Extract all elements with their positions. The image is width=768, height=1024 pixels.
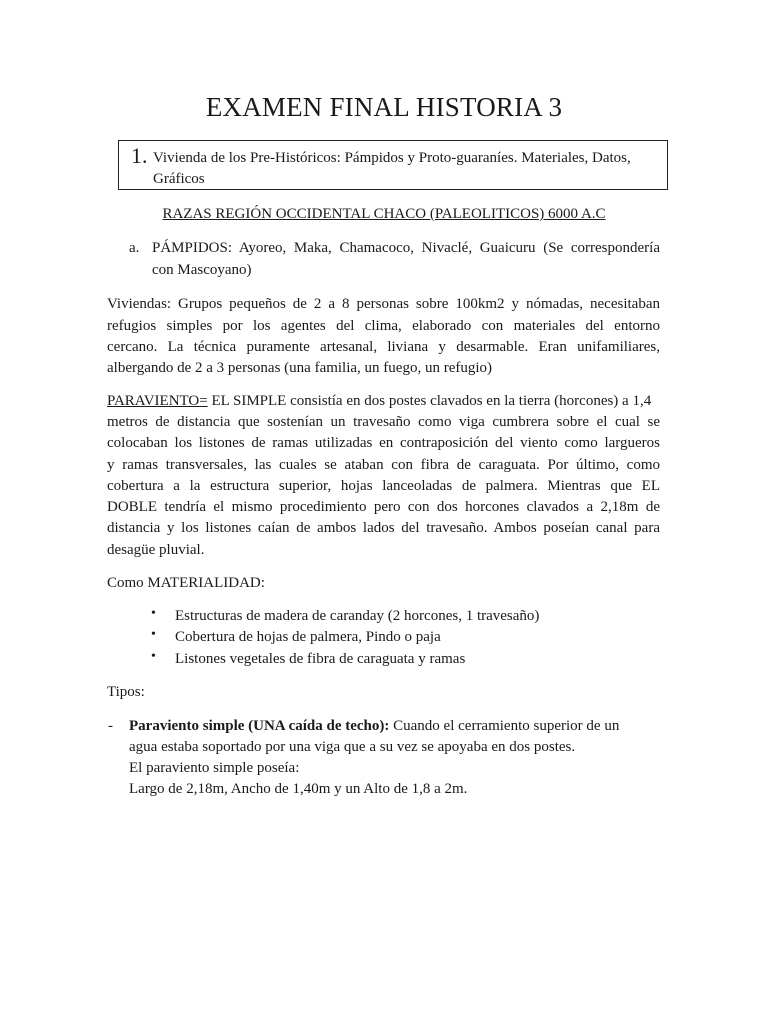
materialidad-item: Listones vegetales de fibra de caraguata y ramas <box>175 651 466 667</box>
paraviento-line-4: y ramas transversales, las cuales se ataban con fibra de caraguata. Por último, como <box>107 457 660 473</box>
paraviento-line-8: desagüe pluvial. <box>107 542 205 558</box>
tipos-line-3: El paraviento simple poseía: <box>129 760 300 776</box>
paraviento-line-1 <box>107 391 660 411</box>
viviendas-line-1: Viviendas: Grupos pequeños de 2 a 8 personas sobre 100km2 y nómadas, necesitaban <box>107 296 660 312</box>
question-box <box>118 140 668 190</box>
bullet-icon: • <box>151 627 156 642</box>
paraviento-line-2: metros de distancia que sostenían un travesaño como viga cumbrera sobre el cual se <box>107 414 660 430</box>
viviendas-line-2: refugios simples por los agentes del clima, elaborado con materiales del entorno <box>107 318 660 334</box>
paraviento-first-line-text: EL SIMPLE consistía en dos postes clavados en la tierra (horcones) a 1,4 <box>207 393 652 409</box>
tipos-heading: Tipos: <box>107 684 145 700</box>
tipos-line-4: Largo de 2,18m, Ancho de 1,40m y un Alto de 1,8 a 2m. <box>129 781 468 797</box>
tipos-bold-label: Paraviento simple (UNA caída de techo): <box>129 718 390 734</box>
viviendas-line-3: cercano. La técnica puramente artesanal, liviana y desarmable. Eran unifamiliares, <box>107 339 660 355</box>
paraviento-line-7: distancia y los listones caían de ambos lados del travesaño. Ambos poseían canal para <box>107 520 660 536</box>
bullet-icon: • <box>151 649 156 664</box>
paraviento-line-6: DOBLE tendría el mismo procedimiento pero con dos horcones clavados a 2,18m de <box>107 499 660 515</box>
question-text-line-2: Gráficos <box>153 171 205 187</box>
tipos-line-2: agua estaba soportado por una viga que a su vez se apoyaba en dos postes. <box>129 739 576 755</box>
tipos-line-1 <box>129 716 660 736</box>
item-a-line-1: PÁMPIDOS: Ayoreo, Maka, Chamacoco, Nivaclé, Guaicuru (Se correspondería <box>152 240 660 256</box>
question-number: 1. <box>131 143 148 168</box>
document-title: EXAMEN FINAL HISTORIA 3 <box>205 92 563 122</box>
paraviento-line-3: colocaban los listones de ramas utilizadas en contraposición del viento como largueros <box>107 435 660 451</box>
viviendas-line-4: albergando de 2 a 3 personas (una familia, un fuego, un refugio) <box>107 360 493 376</box>
item-a-marker: a. <box>129 240 140 256</box>
section-subtitle: RAZAS REGIÓN OCCIDENTAL CHACO (PALEOLITICOS) 6000 A.C <box>162 206 606 222</box>
tipos-dash: - <box>108 718 113 734</box>
bullet-icon: • <box>151 606 156 621</box>
paraviento-line-5: cobertura a la estructura superior, hojas lanceoladas de palmera. Mientras que EL <box>107 478 660 494</box>
materialidad-item: Cobertura de hojas de palmera, Pindo o paja <box>175 629 441 645</box>
tipos-line-1-text: Cuando el cerramiento superior de un <box>389 718 620 734</box>
materialidad-item: Estructuras de madera de caranday (2 horcones, 1 travesaño) <box>175 608 540 624</box>
materialidad-heading: Como MATERIALIDAD: <box>107 575 265 591</box>
question-text-line-1: Vivienda de los Pre-Históricos: Pámpidos y Proto-guaraníes. Materiales, Datos, <box>153 150 631 166</box>
paraviento-label: PARAVIENTO= <box>107 393 208 409</box>
item-a-line-2: con Mascoyano) <box>152 262 252 278</box>
